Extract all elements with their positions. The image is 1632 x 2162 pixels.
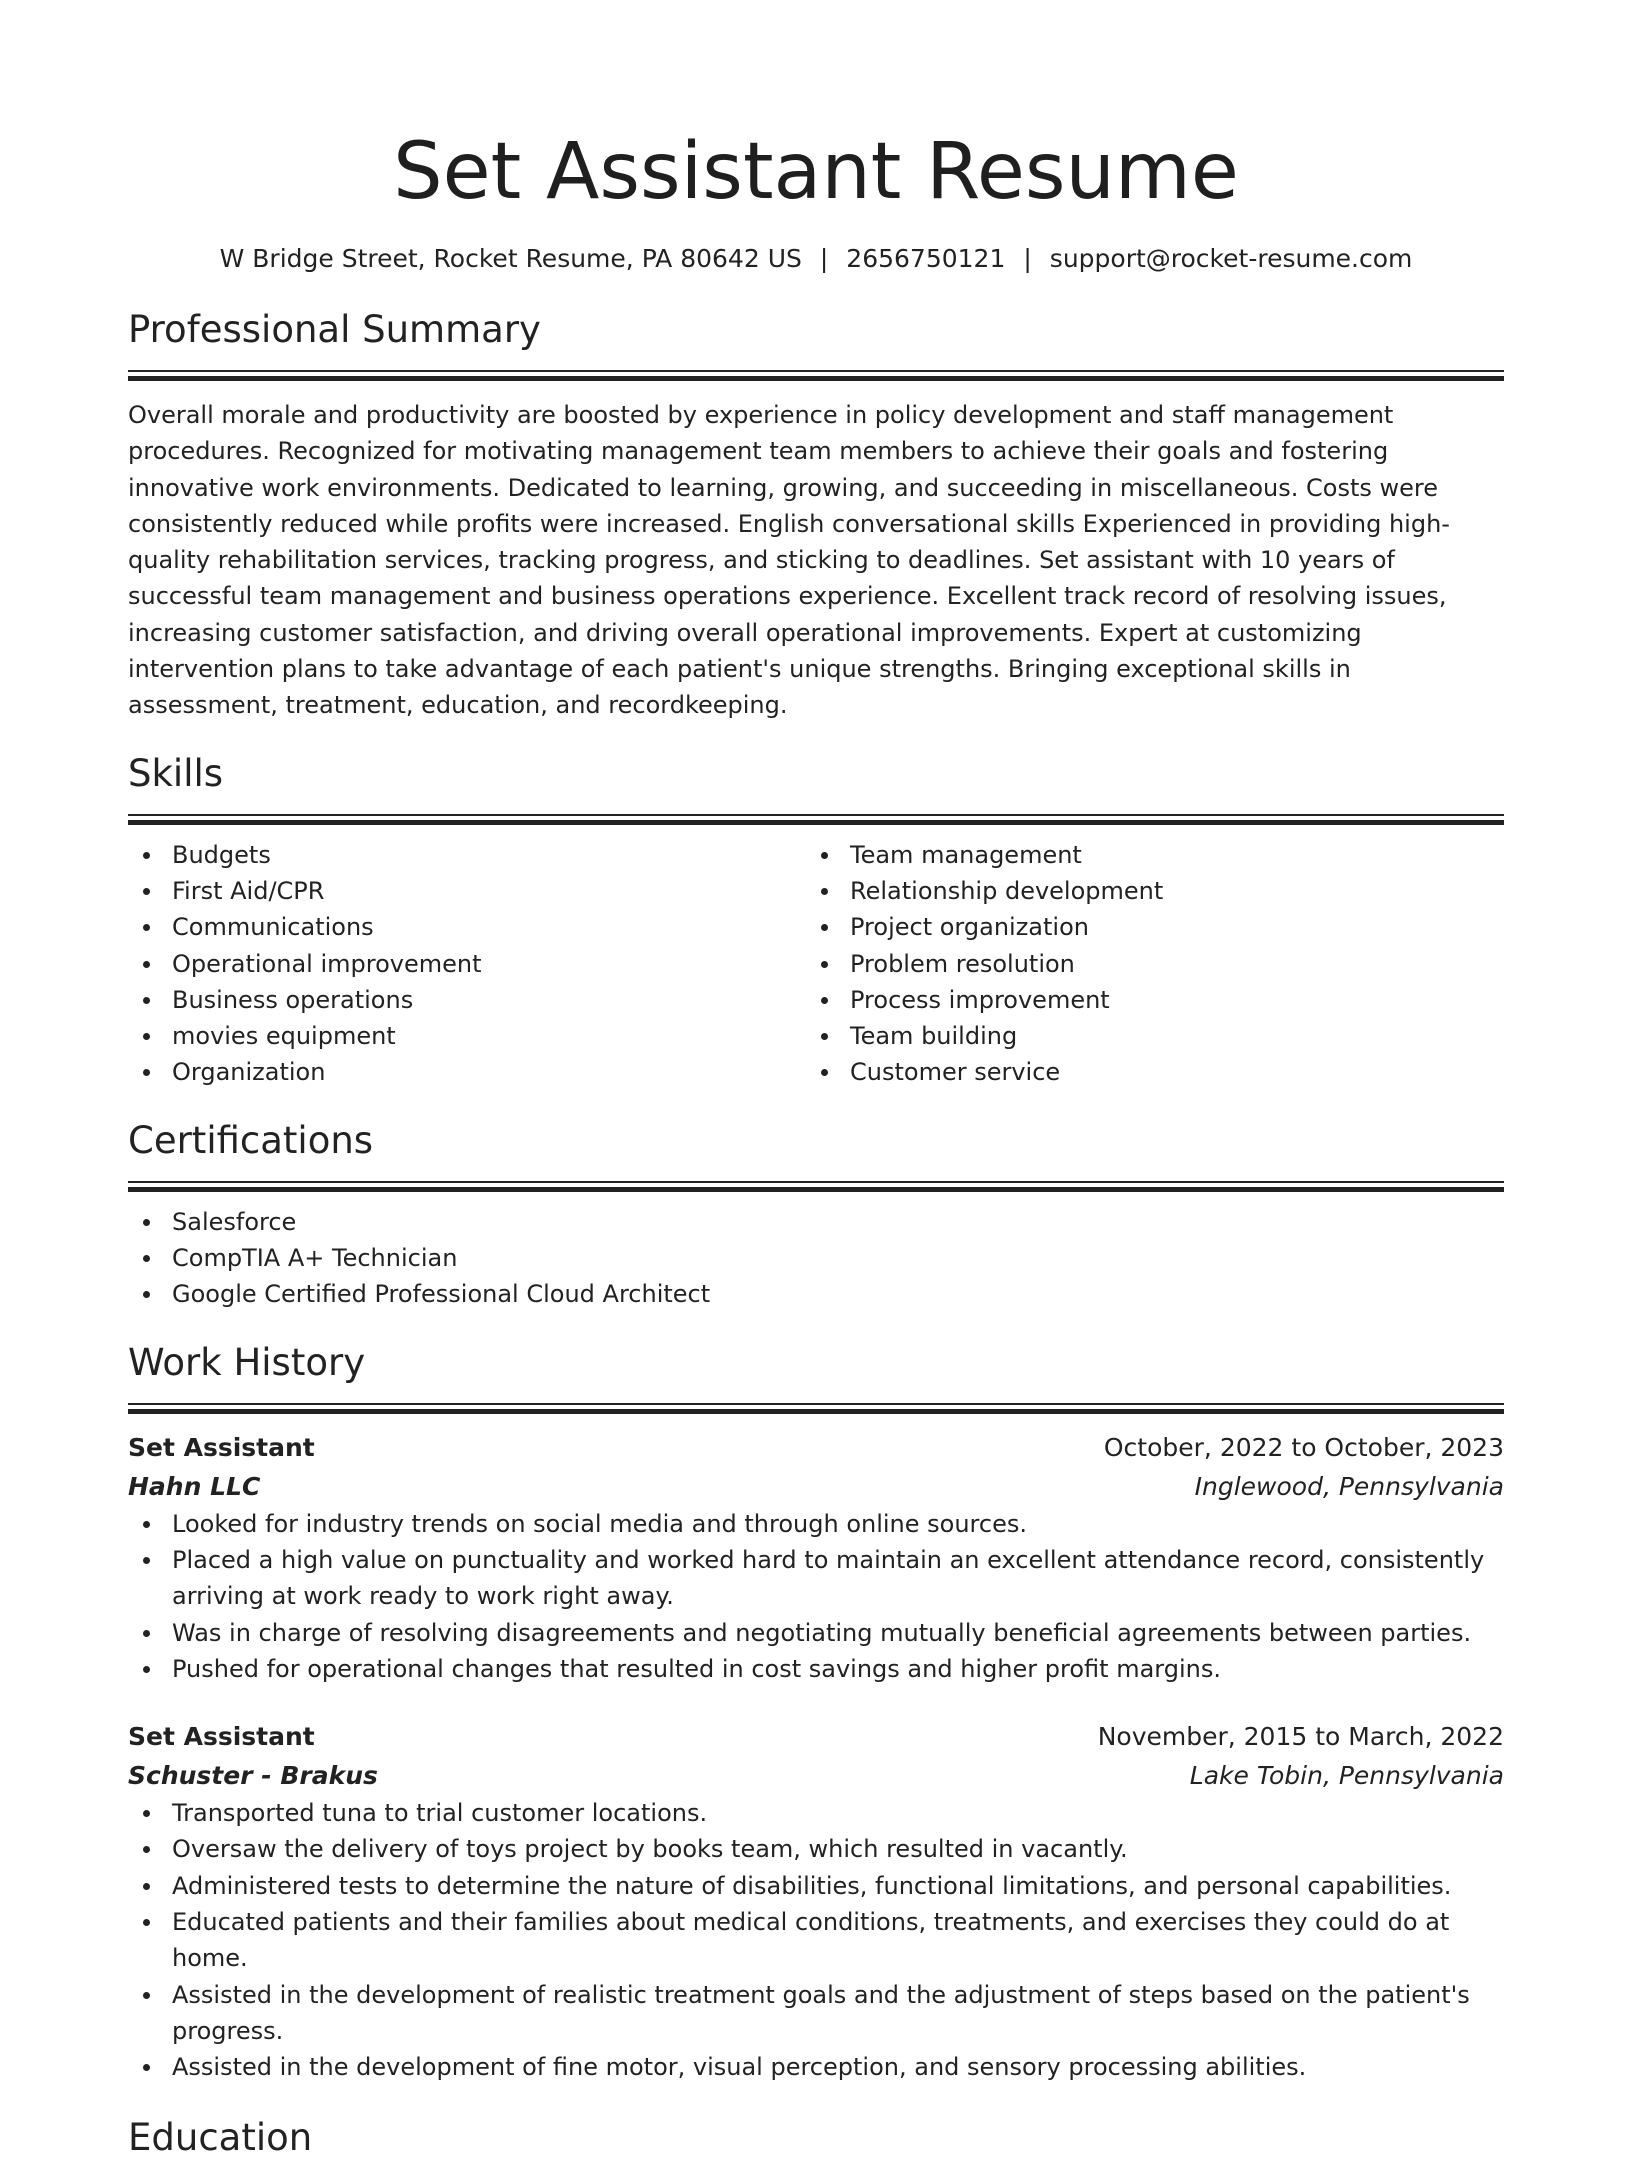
section-divider (128, 1181, 1504, 1192)
job-location: Inglewood, Pennsylvania (1194, 1471, 1504, 1501)
certification-item: CompTIA A+ Technician (128, 1240, 1504, 1276)
certification-item: Salesforce (128, 1204, 1504, 1240)
job-entry (128, 1717, 1504, 2085)
contact-email: support@rocket-resume.com (1049, 244, 1413, 273)
skill-item: Communications (128, 909, 806, 945)
job-dates: November, 2015 to March, 2022 (1097, 1722, 1504, 1752)
skill-item: Customer service (806, 1054, 1484, 1090)
job-company: Hahn LLC (128, 1471, 261, 1501)
skill-item: Team management (806, 837, 1484, 873)
skills-list-right (806, 837, 1484, 1091)
skill-item: Budgets (128, 837, 806, 873)
job-title: Set Assistant (128, 1722, 315, 1752)
skill-item: Process improvement (806, 982, 1484, 1018)
contact-separator: | (819, 244, 829, 273)
skill-item: Organization (128, 1054, 806, 1090)
job-duty: Placed a high value on punctuality and worked hard to maintain an excellent attendance record, consistently arriving at work ready to work right away. (128, 1542, 1504, 1615)
certifications-heading: Certifications (128, 1118, 374, 1162)
job-dates: October, 2022 to October, 2023 (1103, 1432, 1504, 1462)
job-subheader (128, 1756, 1504, 1795)
work-history-section (128, 1339, 1504, 2086)
job-duty: Transported tuna to trial customer locations. (128, 1795, 1504, 1831)
certifications-section (128, 1117, 1504, 1313)
skills-list-left (128, 837, 806, 1091)
job-header (128, 1717, 1504, 1756)
job-duty: Educated patients and their families about medical conditions, treatments, and exercises they could do at home. (128, 1904, 1504, 1977)
certification-item: Google Certified Professional Cloud Architect (128, 1276, 1504, 1312)
education-heading: Education (128, 2115, 313, 2159)
skills-heading: Skills (128, 751, 224, 795)
skill-item: First Aid/CPR (128, 873, 806, 909)
skill-item: Relationship development (806, 873, 1484, 909)
job-title: Set Assistant (128, 1432, 315, 1462)
job-entry (128, 1428, 1504, 1687)
job-duty: Assisted in the development of fine motor, visual perception, and sensory processing abilities. (128, 2049, 1504, 2085)
section-divider (128, 814, 1504, 825)
contact-address: W Bridge Street, Rocket Resume, PA 80642 US (219, 244, 802, 273)
work-history-heading: Work History (128, 1340, 366, 1384)
job-subheader (128, 1467, 1504, 1506)
job-duties (128, 1795, 1504, 2085)
resume-title: Set Assistant Resume (393, 127, 1239, 217)
summary-heading: Professional Summary (128, 308, 541, 351)
job-duty: Looked for industry trends on social media and through online sources. (128, 1506, 1504, 1542)
skill-item: movies equipment (128, 1018, 806, 1054)
summary-text: Overall morale and productivity are boosted by experience in policy development and staff management procedures. Recognized for motivating management team members to achieve their goals and fostering innovative work environments. Dedicated to learning, growing, and succeeding in miscellaneous. Costs were consistently reduced while profits were increased. English conversational skills Experienced in providing high-quality rehabilitation services, tracking progress, and sticking to deadlines. Set assistant with 10 years of successful team management and business operations experience. Excellent track record of resolving issues, increasing customer satisfaction, and driving overall operational improvements. Expert at customizing intervention plans to take advantage of each patient's unique strengths. Bringing exceptional skills in assessment, treatment, education, and recordkeeping. (128, 401, 1450, 720)
skills-grid (128, 837, 1504, 1091)
skill-item: Business operations (128, 982, 806, 1018)
summary-section (128, 306, 1504, 724)
skill-item: Team building (806, 1018, 1484, 1054)
skills-section (128, 750, 1504, 1091)
education-section (128, 2114, 1504, 2162)
contact-separator: | (1023, 244, 1032, 273)
contact-phone: 2656750121 (846, 244, 1006, 273)
skill-item: Problem resolution (806, 946, 1484, 982)
job-duty: Assisted in the development of realistic treatment goals and the adjustment of steps based on the patient's progress. (128, 1977, 1504, 2050)
job-company: Schuster - Brakus (128, 1761, 378, 1791)
skill-item: Project organization (806, 909, 1484, 945)
job-duty: Oversaw the delivery of toys project by books team, which resulted in vacantly. (128, 1831, 1504, 1867)
contact-line (128, 242, 1504, 276)
job-location: Lake Tobin, Pennsylvania (1189, 1761, 1504, 1791)
certifications-list (128, 1204, 1504, 1313)
resume-page (128, 0, 1504, 2162)
section-divider (128, 370, 1504, 381)
job-duty: Administered tests to determine the nature of disabilities, functional limitations, and personal capabilities. (128, 1868, 1504, 1904)
job-duty: Was in charge of resolving disagreements and negotiating mutually beneficial agreements between parties. (128, 1615, 1504, 1651)
job-duty: Pushed for operational changes that resulted in cost savings and higher profit margins. (128, 1651, 1504, 1687)
job-duties (128, 1506, 1504, 1687)
skill-item: Operational improvement (128, 946, 806, 982)
section-divider (128, 1403, 1504, 1414)
job-header (128, 1428, 1504, 1467)
